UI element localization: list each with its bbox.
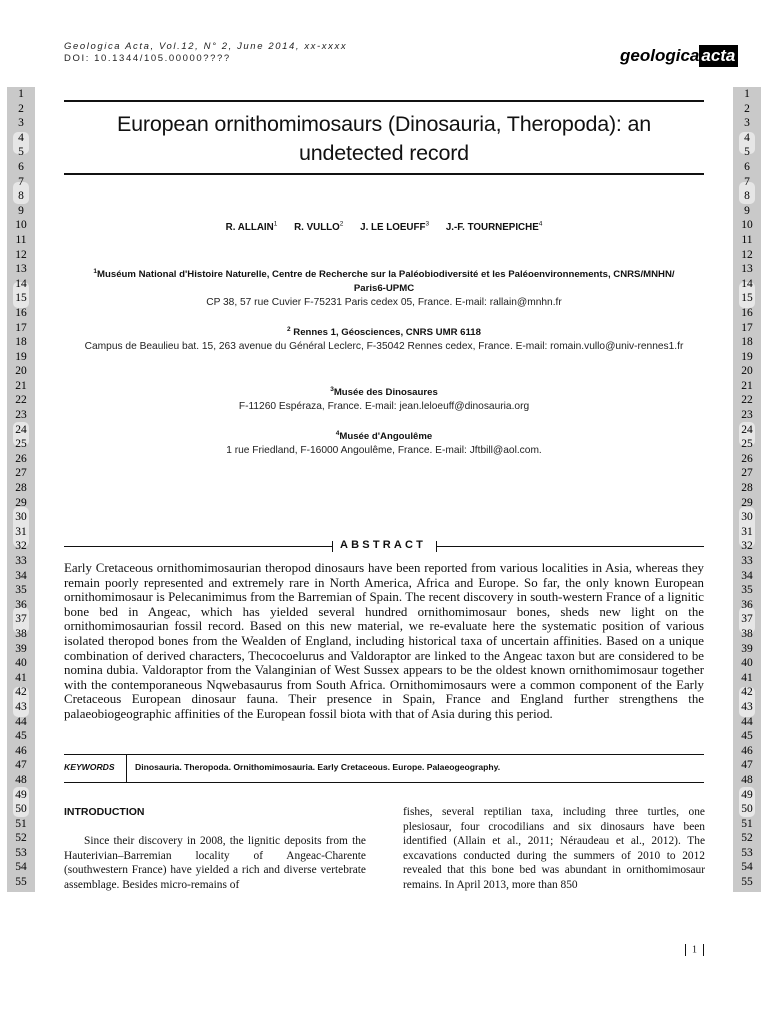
line-number-bar-left (7, 87, 35, 892)
line-number: 15 (15, 292, 27, 305)
abstract-heading: ABSTRACT (340, 539, 427, 551)
line-number: 28 (741, 482, 753, 495)
line-number: 39 (741, 642, 753, 655)
logo-text-acta: acta (699, 45, 738, 67)
line-number: 23 (15, 409, 27, 422)
line-number: 5 (18, 146, 24, 159)
line-number: 25 (15, 438, 27, 451)
line-number: 43 (15, 700, 27, 713)
line-number: 30 (741, 511, 753, 524)
line-number: 11 (15, 233, 27, 246)
line-number: 54 (15, 861, 27, 874)
line-number: 8 (744, 190, 750, 203)
paper-title (64, 110, 704, 168)
line-number: 29 (15, 496, 27, 509)
affiliation-3 (64, 383, 704, 414)
abstract-rule-right (436, 546, 704, 547)
line-number: 21 (741, 379, 753, 392)
line-number: 8 (18, 190, 24, 203)
line-number: 27 (15, 467, 27, 480)
line-number: 5 (744, 146, 750, 159)
line-number: 31 (15, 525, 27, 538)
line-number: 44 (15, 715, 27, 728)
line-number: 1 (18, 88, 24, 100)
line-number: 32 (15, 540, 27, 553)
line-number: 35 (15, 584, 27, 597)
line-number: 37 (15, 613, 27, 626)
line-numbers-right (733, 87, 761, 890)
line-number: 41 (15, 671, 27, 684)
line-number: 12 (15, 248, 27, 261)
keywords-rule-top (64, 754, 704, 755)
line-number: 53 (741, 846, 753, 859)
keywords-separator (126, 755, 127, 782)
body-column-right: fishes, several reptilian taxa, including three turtles, one plesiosaur, four crocodilians and six dinosaurs have been identified (Allain et al., 2011; Néraudeau et al., 2012). The excavations conducted during the summers of 2010 to 2012 revealed that this bone bed was abundant in ornithomimosaur remains. In April 2013, more than 850 (403, 806, 705, 891)
line-number: 2 (18, 102, 24, 115)
line-number: 13 (741, 263, 753, 276)
body-column-left: Since their discovery in 2008, the lignitic deposits from the Hauterivian–Barremian locality of Angeac-Charente (southwestern France) have yielded a rich and diverse vertebrate assemblage. Besides micro-remains of (64, 835, 366, 891)
line-number: 40 (741, 657, 753, 670)
line-number: 2 (744, 102, 750, 115)
line-number: 51 (15, 817, 27, 830)
line-number: 43 (741, 700, 753, 713)
line-number: 16 (15, 306, 27, 319)
line-number: 38 (741, 627, 753, 640)
line-number: 42 (741, 686, 753, 699)
line-number: 7 (744, 175, 750, 188)
line-number: 27 (741, 467, 753, 480)
line-number: 55 (741, 876, 753, 889)
line-number: 14 (15, 277, 27, 290)
page-number: 1 (679, 944, 710, 956)
line-number: 36 (741, 598, 753, 611)
line-number: 54 (741, 861, 753, 874)
line-number: 30 (15, 511, 27, 524)
line-number: 17 (741, 321, 753, 334)
line-number: 22 (15, 394, 27, 407)
logo-text-geologica: geologica (620, 46, 700, 65)
line-number: 24 (15, 423, 27, 436)
line-number: 38 (15, 627, 27, 640)
keywords-label: KEYWORDS (64, 762, 115, 772)
line-number: 49 (15, 788, 27, 801)
line-number: 12 (741, 248, 753, 261)
line-number: 18 (15, 336, 27, 349)
title-line-1: European ornithomimosaurs (Dinosauria, Theropoda): an (117, 112, 651, 136)
line-number: 52 (15, 832, 27, 845)
line-number: 3 (744, 117, 750, 130)
line-number: 32 (741, 540, 753, 553)
affiliation-address: CP 38, 57 rue Cuvier F-75231 Paris cedex 05, France. E-mail: rallain@mnhn.fr (206, 297, 562, 309)
line-number: 39 (15, 642, 27, 655)
line-number: 35 (741, 584, 753, 597)
line-number: 9 (744, 204, 750, 217)
line-number: 50 (741, 803, 753, 816)
affiliation-name: $^4$Musée d'Angoulême (335, 430, 433, 443)
line-number: 26 (741, 452, 753, 465)
line-number: 45 (741, 730, 753, 743)
affiliation-address: Campus de Beaulieu bat. 15, 263 avenue du Général Leclerc, F-35042 Rennes cedex, France. E-mail: romain.vullo@univ-rennes1.fr (84, 341, 684, 353)
line-number: 6 (18, 160, 24, 173)
affiliation-name: $^3$Musée des Dinosaures (330, 386, 438, 399)
line-number: 11 (741, 233, 753, 246)
author: R. VULLO$^2$ (294, 221, 344, 234)
keywords-rule-bottom (64, 782, 704, 783)
line-number: 48 (741, 773, 753, 786)
line-number: 21 (15, 379, 27, 392)
author: J. LE LOEUFF$^3$ (360, 221, 430, 234)
journal-logo (620, 45, 738, 67)
line-number: 13 (15, 263, 27, 276)
line-number: 23 (741, 409, 753, 422)
line-number: 26 (15, 452, 27, 465)
affiliation-name: $^1$Muséum National d'Histoire Naturelle, Centre de Recherche sur la Paléobiodiversité et les Paléoenvironnements, CNRS/MNHN/ Paris6-UPMC (93, 268, 675, 295)
line-number: 24 (741, 423, 753, 436)
title-line-2: undetected record (299, 141, 469, 165)
introduction-heading: INTRODUCTION (64, 806, 145, 818)
line-number: 20 (15, 365, 27, 378)
line-number: 28 (15, 482, 27, 495)
line-number: 46 (15, 744, 27, 757)
page-number-bar-right (703, 944, 704, 956)
line-number: 4 (18, 131, 24, 144)
line-number: 14 (741, 277, 753, 290)
keywords-text: Dinosauria. Theropoda. Ornithomimosauria. Early Cretaceous. Europe. Palaeogeography. (135, 762, 501, 772)
affiliation-4 (64, 427, 704, 458)
affiliation-name: $^2$ Rennes 1, Géosciences, CNRS UMR 6118 (287, 326, 481, 339)
line-number: 25 (741, 438, 753, 451)
line-number: 50 (15, 803, 27, 816)
line-number: 22 (741, 394, 753, 407)
line-number: 9 (18, 204, 24, 217)
abstract-text: Early Cretaceous ornithomimosaurian theropod dinosaurs have been reported from various localities in Asia, whereas they remain poorly represented and extremely rare in North America, Africa and Europe. So far, the only known European ornithomimosaur is Pelecanimimus from the Barremian of Spain. The recent discovery in south-western France of a lignitic bone bed in Angeac, which has yielded several hundred ornithomimosaur bones, sheds new light on the ornithomimosaurian fossil record. Based on this new material, we re-evaluate here the systematic position of various isolated theropod bones from the Wealden of England, including historical taxa of uncertain affinities. Based on a unique combination of derived characters, Thecocoelurus and Valdoraptor are linked to the Angeac taxon but are considered to be nomina dubia. Valdoraptor from the Valanginian of West Sussex appears to be the oldest known ornithomimosaur together with the contemporaneous Nqwebasaurus from South Africa. Ornithomimosaurs were a common component of the Early Cretaceous European dinosaur fauna. Their presence in Spain, France and England further strengthens the palaeobiogeographic affinities of the European fossil biota with that of Asia during this period. (64, 561, 704, 721)
line-number: 49 (741, 788, 753, 801)
line-number: 55 (15, 876, 27, 889)
doi-line: DOI: 10.1344/105.00000???? (64, 53, 231, 64)
page-number-bar-left (685, 944, 686, 956)
line-number: 40 (15, 657, 27, 670)
line-number: 33 (15, 555, 27, 567)
line-number: 31 (741, 525, 753, 538)
line-number: 29 (741, 496, 753, 509)
line-number: 19 (741, 350, 753, 363)
affiliation-2 (74, 323, 694, 354)
line-number: 4 (744, 131, 750, 144)
line-number: 48 (15, 773, 27, 786)
line-number: 6 (744, 160, 750, 173)
journal-citation: Geologica Acta, Vol.12, N° 2, June 2014, xx-xxxx (64, 41, 348, 52)
line-number: 36 (15, 598, 27, 611)
author: R. ALLAIN$^1$ (225, 221, 278, 234)
line-number-bar-right (733, 87, 761, 892)
line-number: 44 (741, 715, 753, 728)
line-number: 52 (741, 832, 753, 845)
line-numbers-left (7, 87, 35, 890)
line-number: 41 (741, 671, 753, 684)
line-number: 1 (744, 88, 750, 100)
line-number: 51 (741, 817, 753, 830)
line-number: 47 (741, 759, 753, 772)
line-number: 53 (15, 846, 27, 859)
line-number: 46 (741, 744, 753, 757)
line-number: 19 (15, 350, 27, 363)
line-number: 42 (15, 686, 27, 699)
author: J.-F. TOURNEPICHE$^4$ (445, 221, 543, 234)
line-number: 20 (741, 365, 753, 378)
line-number: 3 (18, 117, 24, 130)
line-number: 15 (741, 292, 753, 305)
title-rule-bottom (64, 173, 704, 175)
line-number: 34 (15, 569, 27, 582)
line-number: 47 (15, 759, 27, 772)
line-number: 18 (741, 336, 753, 349)
affiliation-1 (78, 265, 690, 310)
line-number: 45 (15, 730, 27, 743)
line-number: 10 (15, 219, 27, 232)
line-number: 34 (741, 569, 753, 582)
abstract-rule-left (64, 546, 332, 547)
line-number: 37 (741, 613, 753, 626)
title-rule-top (64, 100, 704, 102)
line-number: 10 (741, 219, 753, 232)
affiliation-address: F-11260 Espéraza, France. E-mail: jean.leloeuff@dinosauria.org (238, 401, 530, 413)
abstract-tick-left (332, 541, 333, 552)
line-number: 33 (741, 555, 753, 567)
line-number: 7 (18, 175, 24, 188)
affiliation-address: 1 rue Friedland, F-16000 Angoulême, France. E-mail: Jftbill@aol.com. (226, 445, 542, 457)
line-number: 16 (741, 306, 753, 319)
author-list (64, 221, 704, 233)
line-number: 17 (15, 321, 27, 334)
